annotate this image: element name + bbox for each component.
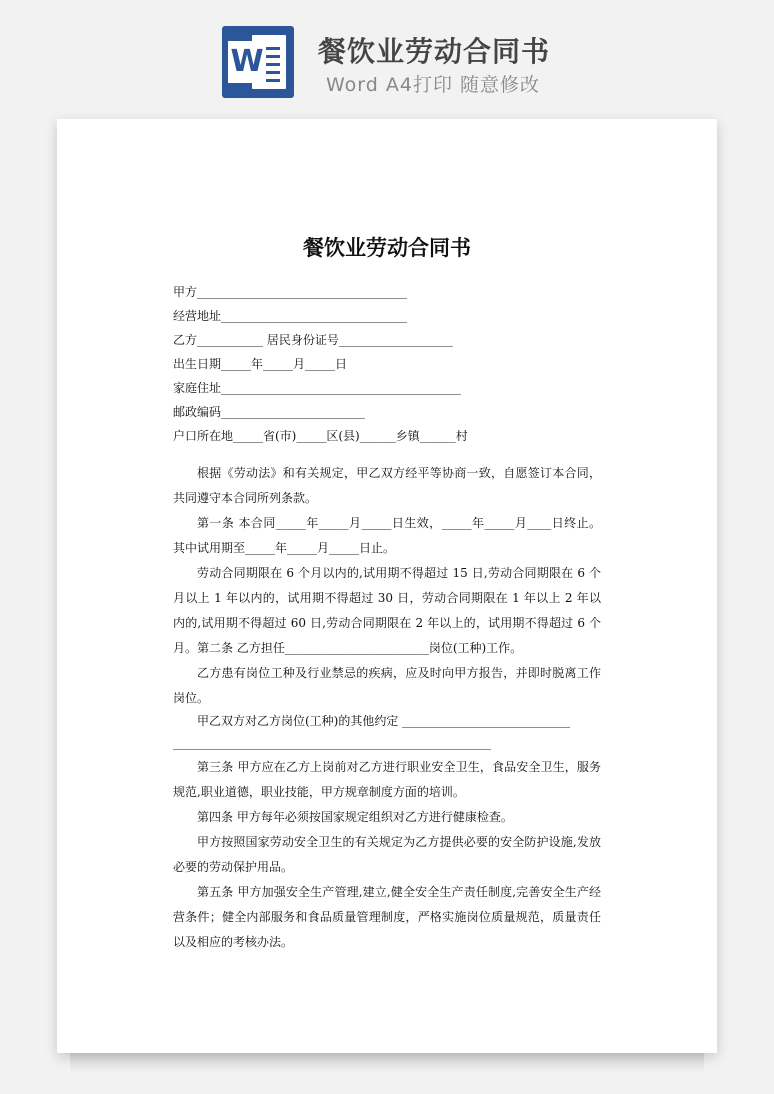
paragraph-article-4: 第四条 甲方每年必须按国家规定组织对乙方进行健康检查。 (197, 810, 513, 824)
field-party-a: 甲方___________________________________ (173, 285, 408, 299)
paragraph-other-agreement: 甲乙双方对乙方岗位(工种)的其他约定 ____________________________ (197, 714, 571, 728)
paragraph-disease-report: 乙方患有岗位工种及行业禁忌的疾病，应及时向甲方报告，并即时脱离工作岗位。 (173, 666, 601, 705)
paragraph-article-5: 第五条 甲方加强安全生产管理,建立,健全安全生产责任制度,完善安全生产经营条件；健全内部服务和食品质量管理制度，严格实施岗位质量规范，质量责任以及相应的考核办法。 (173, 885, 601, 949)
document-page (57, 119, 717, 1053)
field-home-address: 家庭住址________________________________________ (173, 381, 462, 395)
banner-title: 餐饮业劳动合同书 (318, 35, 551, 68)
field-party-b-id: 乙方___________ 居民身份证号___________________ (173, 333, 453, 347)
banner-subtitle: Word A4打印 随意修改 (326, 74, 541, 96)
header-banner (0, 0, 774, 118)
paragraph-article-3: 第三条 甲方应在乙方上岗前对乙方进行职业安全卫生，食品安全卫生，服务规范,职业道德，职业技能，甲方规章制度方面的培训。 (173, 760, 601, 799)
field-birth-date: 出生日期_____年_____月_____日 (173, 357, 348, 371)
word-icon (222, 26, 294, 98)
blank-line: _____________________________________________________ (173, 736, 491, 750)
field-postal-code: 邮政编码________________________ (173, 405, 366, 419)
paragraph-preamble: 根据《劳动法》和有关规定，甲乙双方经平等协商一致，自愿签订本合同，共同遵守本合同所列条款。 (173, 466, 601, 505)
word-icon-letter: W (228, 41, 266, 83)
paragraph-probation: 劳动合同期限在 6 个月以内的,试用期不得超过 15 日,劳动合同期限在 6 个月以上 1 年以内的，试用期不得超过 30 日，劳动合同期限在 1 年以上 2 年以内的,试用期不得超过 60 日,劳动合同期限在 2 年以上的，试用期不得超过 6 个月。 (173, 566, 601, 655)
field-household-registration: 户口所在地_____省(市)_____区(县)______乡镇______村 (173, 429, 468, 443)
document-title: 餐饮业劳动合同书 (303, 235, 471, 260)
paragraph-safety-equipment: 甲方按照国家劳动安全卫生的有关规定为乙方提供必要的安全防护设施,发放必要的劳动保护用品。 (173, 835, 601, 874)
paragraph-article-2: 第二条 乙方担任________________________岗位(工种)工作。 (197, 641, 523, 655)
field-business-address: 经营地址_______________________________ (173, 309, 408, 323)
paper-shadow (70, 1052, 704, 1074)
paragraph-article-1: 第一条 本合同_____年_____月_____日生效，_____年_____月____日终止。其中试用期至_____年_____月_____日止。 (173, 516, 601, 555)
